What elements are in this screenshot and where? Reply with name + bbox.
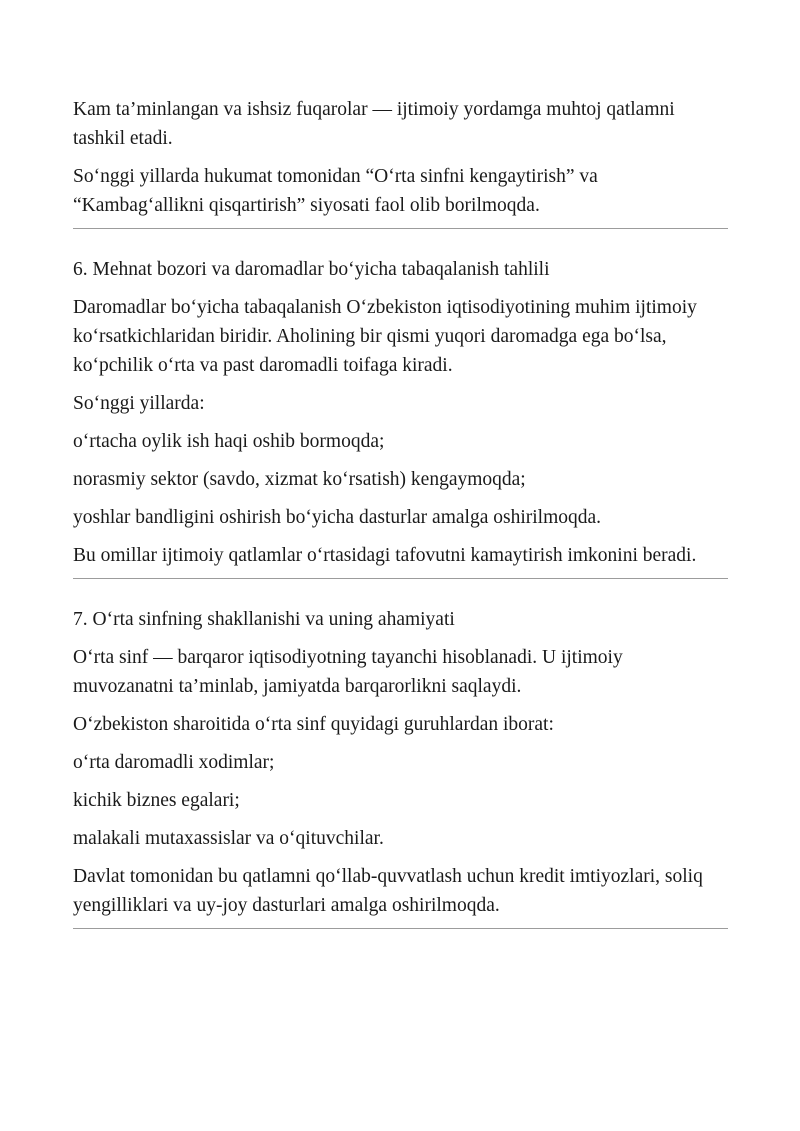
paragraph: O‘rta sinf — barqaror iqtisodiyotning tayanchi hisoblanadi. U ijtimoiy muvozanatni ta’minlab, jamiyatda barqarorlikni saqlaydi.: [73, 647, 623, 697]
paragraph: Davlat tomonidan bu qatlamni qo‘llab-quvvatlash uchun kredit imtiyozlari, soliq yengilliklari va uy-joy dasturlari amalga oshirilmoqda.: [73, 866, 703, 916]
section-heading: 6. Mehnat bozori va daromadlar bo‘yicha tabaqalanish tahlili: [73, 259, 550, 280]
list-item: o‘rtacha oylik ish haqi oshib bormoqda;: [73, 431, 385, 452]
section-heading: 7. O‘rta sinfning shakllanishi va uning ahamiyati: [73, 609, 455, 630]
paragraph: O‘zbekiston sharoitida o‘rta sinf quyidagi guruhlardan iborat:: [73, 714, 554, 735]
section-6: [73, 255, 728, 570]
paragraph: Daromadlar bo‘yicha tabaqalanish O‘zbekiston iqtisodiyotining muhim ijtimoiy ko‘rsatkichlaridan biridir. Aholining bir qismi yuqori daromadga ega bo‘lsa, ko‘pchilik o‘rta va past daromadli toifaga kiradi.: [73, 297, 697, 376]
horizontal-rule: [73, 928, 728, 929]
paragraph: Bu omillar ijtimoiy qatlamlar o‘rtasidagi tafovutni kamaytirish imkonini beradi.: [73, 545, 697, 566]
intro-section: [73, 95, 728, 220]
section-7: [73, 605, 728, 920]
document-page: [73, 95, 728, 929]
horizontal-rule: [73, 578, 728, 579]
paragraph: Kam ta’minlangan va ishsiz fuqarolar — ijtimoiy yordamga muhtoj qatlamni tashkil etadi.: [73, 99, 675, 149]
list-item: malakali mutaxassislar va o‘qituvchilar.: [73, 828, 384, 849]
list-item: kichik biznes egalari;: [73, 790, 240, 811]
list-item: norasmiy sektor (savdo, xizmat ko‘rsatish) kengaymoqda;: [73, 469, 526, 490]
paragraph: So‘nggi yillarda hukumat tomonidan “O‘rta sinfni kengaytirish” va “Kambag‘allikni qisqartirish” siyosati faol olib borilmoqda.: [73, 166, 598, 216]
list-item: yoshlar bandligini oshirish bo‘yicha dasturlar amalga oshirilmoqda.: [73, 507, 602, 528]
horizontal-rule: [73, 228, 728, 229]
list-item: o‘rta daromadli xodimlar;: [73, 752, 275, 773]
paragraph: So‘nggi yillarda:: [73, 393, 205, 414]
